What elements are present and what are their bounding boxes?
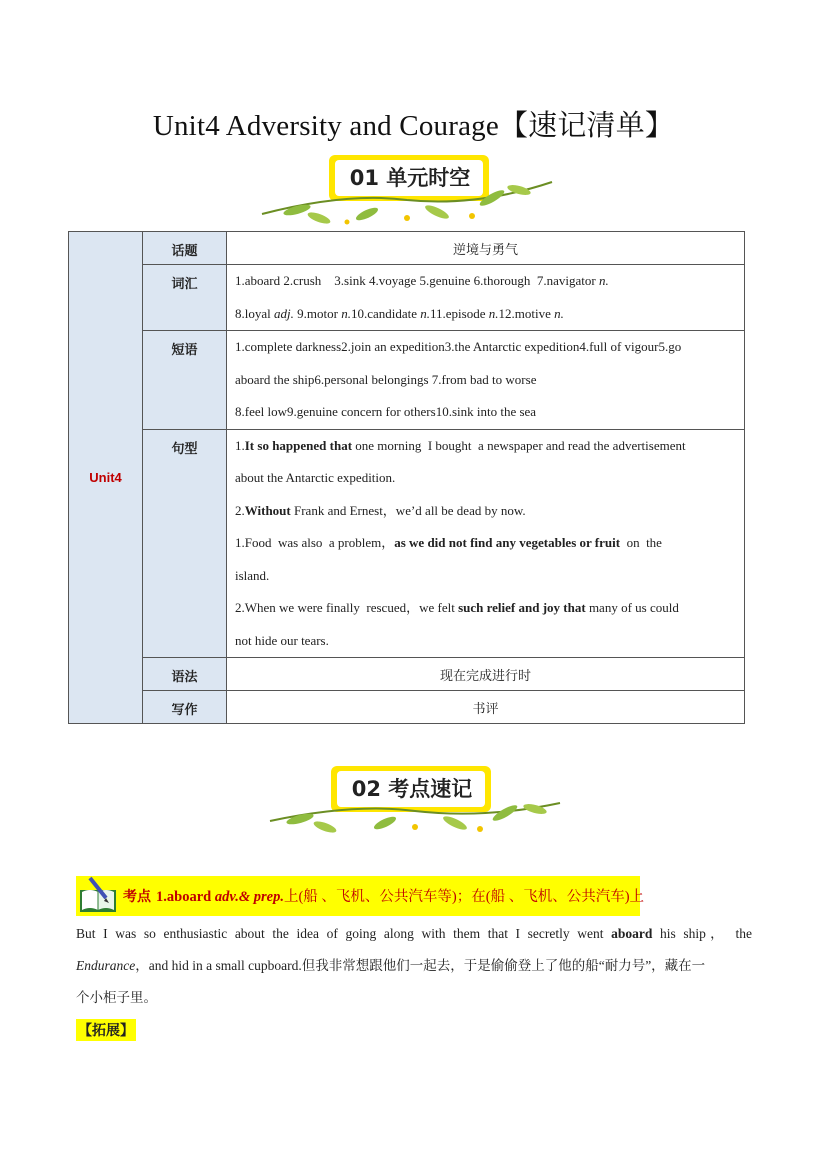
category-cell: 话题 — [143, 232, 227, 265]
section-label: 考点速记 — [388, 777, 473, 801]
section-banner-text-1 — [335, 160, 485, 196]
category-cell: 句型 — [143, 429, 227, 658]
table-row — [69, 232, 745, 265]
table-row — [69, 265, 745, 331]
text-line: 8.loyal adj. 9.motor n.10.candidate n.11.episode n.12.motive n. — [235, 305, 564, 321]
value-cell: 现在完成进行时 — [227, 658, 745, 691]
table-row — [69, 429, 745, 658]
category-cell: 写作 — [143, 691, 227, 724]
highlight-word: aboard — [611, 926, 653, 941]
value-cell: 逆境与勇气 — [227, 232, 745, 265]
example-paragraph — [76, 918, 752, 1014]
open-book-icon — [76, 876, 120, 916]
key-point-number: 1. — [156, 889, 167, 905]
category-cell: 语法 — [143, 658, 227, 691]
key-point-bar — [76, 876, 645, 916]
example-line: But I was so enthusiastic about the idea of going along with them that I secretly went aboard his ship， the — [76, 926, 752, 941]
key-point-label: 考点 — [123, 889, 151, 905]
category-cell: 词汇 — [143, 265, 227, 331]
text-line: about the Antarctic expedition. — [235, 470, 396, 485]
text-line: 2.When we were finally rescued，we felt such relief and joy that many of us could — [235, 600, 679, 615]
section-number: 02 — [351, 777, 381, 801]
key-point-pos: adv.& prep. — [211, 889, 284, 905]
text-line: 8.feel low9.genuine concern for others10.sink into the sea — [235, 404, 537, 419]
text-line: 1.aboard 2.crush 3.sink 4.voyage 5.genuine 6.thorough 7.navigator n. — [235, 273, 609, 288]
text-line: 1.complete darkness2.join an expedition3.the Antarctic expedition4.full of vigour5.go — [235, 339, 682, 354]
unit-summary-table — [68, 231, 745, 724]
value-cell — [227, 331, 745, 430]
expand-label: 【拓展】 — [76, 1019, 136, 1041]
ship-name: Endurance — [76, 958, 136, 973]
example-line: Endurance，and hid in a small cupboard.但我非常想跟他们一起去，于是偷偷登上了他的船“耐力号”，藏在一 — [76, 958, 706, 973]
table-row — [69, 658, 745, 691]
table-row — [69, 691, 745, 724]
section-banner-1 — [257, 152, 557, 230]
value-cell — [227, 429, 745, 658]
value-cell: 书评 — [227, 691, 745, 724]
example-line: 个小柜子里。 — [76, 990, 157, 1005]
section-banner-text-2 — [337, 771, 487, 807]
section-label: 单元时空 — [386, 166, 471, 190]
unit-cell: Unit4 — [69, 232, 143, 724]
text-line: island. — [235, 567, 270, 583]
section-banner-2 — [265, 763, 565, 841]
text-line: not hide our tears. — [235, 632, 329, 648]
key-point-text — [156, 885, 644, 906]
text-line: aboard the ship6.personal belongings 7.from bad to worse — [235, 371, 537, 387]
text-line: 1.Food was also a problem，as we did not find any vegetables or fruit on the — [235, 535, 662, 550]
key-point-word: aboard — [166, 889, 212, 905]
section-number: 01 — [349, 166, 379, 190]
text-line: 1.It so happened that one morning I bought a newspaper and read the advertisement — [235, 437, 686, 453]
text-line: 2.Without Frank and Ernest，we’d all be dead by now. — [235, 502, 526, 518]
category-cell: 短语 — [143, 331, 227, 430]
table-row — [69, 331, 745, 430]
key-point-meaning: 上(船 、飞机、公共汽车等)；在(船 、飞机、公共汽车)上 — [283, 889, 645, 905]
page-title: Unit4 Adversity and Courage【速记清单】 — [152, 110, 675, 142]
value-cell — [227, 265, 745, 331]
